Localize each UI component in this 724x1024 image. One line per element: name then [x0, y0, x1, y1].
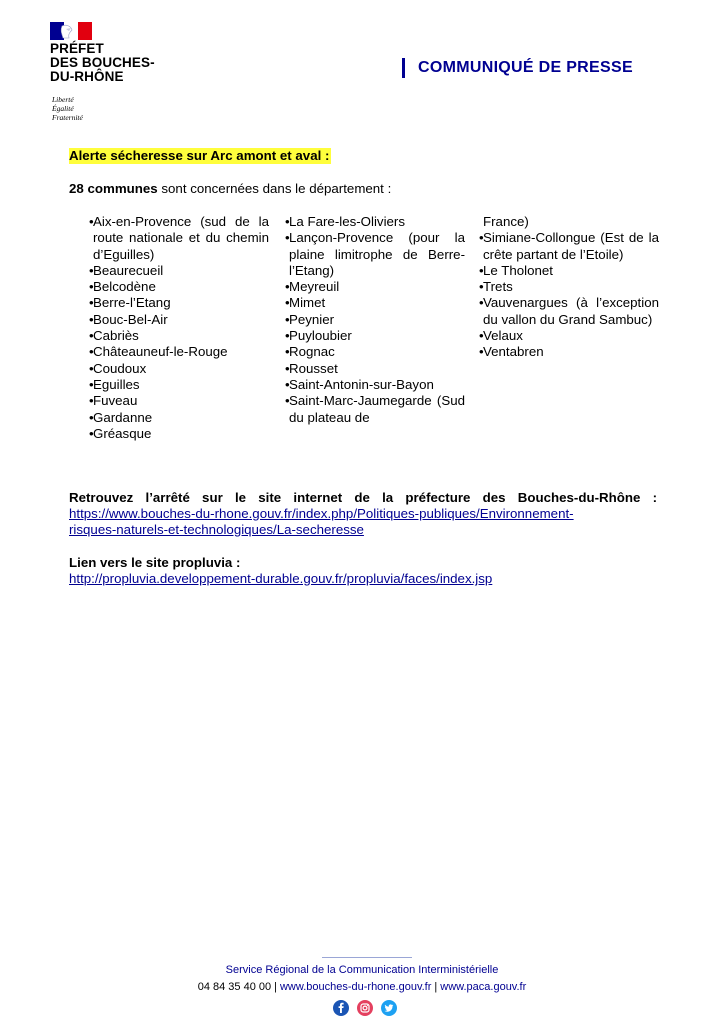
- arrete-heading: Retrouvez l’arrêté sur le site internet de la préfecture des Bouches-du-Rhône :: [69, 490, 657, 505]
- prefecture-name: [50, 42, 210, 84]
- communes-list-2: [265, 214, 465, 426]
- commune-item: • Vauvenargues (à l’exception du vallon du Grand Sambuc): [459, 295, 659, 328]
- doc-type-divider: [402, 58, 405, 78]
- communes-text: sont concernées dans le département :: [157, 181, 392, 196]
- commune-item: • Belcodène: [69, 279, 269, 295]
- prefecture-line-2: DES BOUCHES-: [50, 55, 155, 70]
- footer-divider: [322, 957, 412, 958]
- commune-item: • Velaux: [459, 328, 659, 344]
- commune-item: • Bouc-Bel-Air: [69, 312, 269, 328]
- communes-count: 28 communes: [69, 181, 158, 196]
- commune-item: • Meyreuil: [265, 279, 465, 295]
- commune-item: • Aix-en-Provence (sud de la route nationale et du chemin d’Eguilles): [69, 214, 269, 263]
- footer-service: Service Régional de la Communication Interministérielle: [225, 964, 499, 976]
- footer-separator: |: [434, 981, 438, 993]
- commune-item: • Peynier: [265, 312, 465, 328]
- commune-item: • Gardanne: [69, 410, 269, 426]
- commune-item: • Coudoux: [69, 361, 269, 377]
- commune-item: • Ventabren: [459, 344, 659, 360]
- prefecture-line-3: DU-RHÔNE: [50, 69, 124, 84]
- communes-column-1: [69, 214, 269, 442]
- commune-item: • Beaurecueil: [69, 263, 269, 279]
- alert-title: Alerte sécheresse sur Arc amont et aval :: [69, 148, 330, 163]
- commune-item: • Rognac: [265, 344, 465, 360]
- commune-item: • Lançon-Provence (pour la plaine limitrophe de Berre-l’Etang): [265, 230, 465, 279]
- commune-item: • Châteauneuf-le-Rouge: [69, 344, 269, 360]
- footer-contact: [0, 981, 724, 993]
- marianne-flag-icon: [50, 22, 92, 40]
- propluvia-link[interactable]: http://propluvia.developpement-durable.gouv.fr/propluvia/faces/index.jsp: [69, 571, 493, 586]
- commune-item: • Puyloubier: [265, 328, 465, 344]
- commune-item: • Berre-l’Etang: [69, 295, 269, 311]
- commune-item: • Eguilles: [69, 377, 269, 393]
- commune-item: • Simiane-Collongue (Est de la crête partant de l’Etoile): [459, 230, 659, 263]
- arrete-link-line-2: risques-naturels-et-technologiques/La-secheresse: [69, 522, 364, 537]
- commune-item: France): [483, 214, 529, 229]
- arrete-link-line-1: https://www.bouches-du-rhone.gouv.fr/index.php/Politiques-publiques/Environnement-: [69, 506, 574, 521]
- twitter-icon[interactable]: [381, 1000, 397, 1016]
- arrete-section: [69, 490, 657, 538]
- commune-item: • Fuveau: [69, 393, 269, 409]
- commune-item: • Saint-Antonin-sur-Bayon: [265, 377, 465, 393]
- footer-site-link-2[interactable]: www.paca.gouv.fr: [440, 981, 527, 993]
- footer-phone: 04 84 35 40 00: [197, 981, 272, 993]
- prefecture-line-1: PRÉFET: [50, 41, 104, 56]
- facebook-icon[interactable]: [333, 1000, 349, 1016]
- commune-item: • Gréasque: [69, 426, 269, 442]
- propluvia-heading: Lien vers le site propluvia :: [69, 555, 241, 570]
- commune-item: • Trets: [459, 279, 659, 295]
- motto-fraternite: Fraternité: [52, 113, 83, 122]
- commune-item: • Cabriès: [69, 328, 269, 344]
- communes-column-3: [459, 214, 659, 361]
- communes-list-3: [459, 214, 659, 361]
- communes-list-1: [69, 214, 269, 442]
- communes-column-2: [265, 214, 465, 426]
- commune-item: • La Fare-les-Oliviers: [265, 214, 465, 230]
- communes-intro: [69, 181, 391, 197]
- doc-type-title: COMMUNIQUÉ DE PRESSE: [418, 59, 633, 76]
- instagram-icon[interactable]: [357, 1000, 373, 1016]
- social-links: [333, 1000, 399, 1018]
- commune-item: • Le Tholonet: [459, 263, 659, 279]
- propluvia-section: [69, 555, 657, 587]
- motto-egalite: Égalité: [52, 104, 74, 113]
- footer-site-link-1[interactable]: www.bouches-du-rhone.gouv.fr: [279, 981, 432, 993]
- commune-item: • Saint-Marc-Jaumegarde (Sud du plateau de: [265, 393, 465, 426]
- motto-liberte: Liberté: [52, 95, 74, 104]
- footer-separator: |: [274, 981, 277, 993]
- commune-item: • Rousset: [265, 361, 465, 377]
- republic-motto: [52, 95, 83, 122]
- arrete-link[interactable]: [69, 506, 574, 537]
- commune-item: • Mimet: [265, 295, 465, 311]
